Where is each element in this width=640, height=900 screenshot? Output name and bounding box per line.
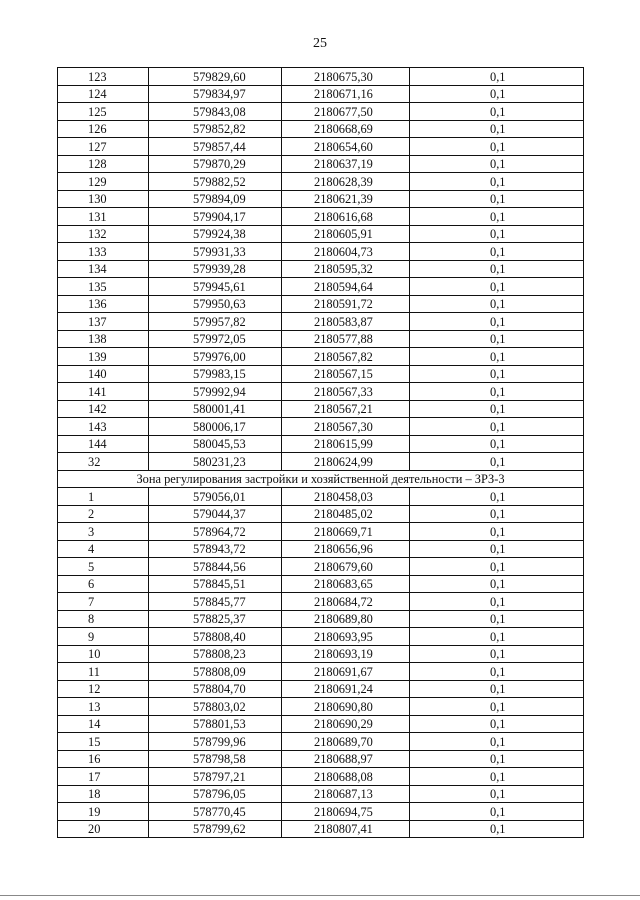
x-coordinate-cell: 580231,23 xyxy=(149,453,282,471)
y-coordinate-cell: 2180687,13 xyxy=(282,785,410,803)
point-number-cell: 15 xyxy=(58,733,149,751)
x-coordinate-cell: 579957,82 xyxy=(149,313,282,331)
x-coordinate-cell: 579992,94 xyxy=(149,383,282,401)
point-number-cell: 130 xyxy=(58,190,149,208)
table-row xyxy=(58,733,584,751)
x-coordinate-cell: 580006,17 xyxy=(149,418,282,436)
y-coordinate-cell: 2180594,64 xyxy=(282,278,410,296)
point-number-cell: 7 xyxy=(58,593,149,611)
zone-header-row xyxy=(58,470,584,488)
x-coordinate-cell: 578798,58 xyxy=(149,750,282,768)
y-coordinate-cell: 2180671,16 xyxy=(282,85,410,103)
y-coordinate-cell: 2180694,75 xyxy=(282,803,410,821)
accuracy-cell: 0,1 xyxy=(410,663,584,681)
point-number-cell: 140 xyxy=(58,365,149,383)
table-row xyxy=(58,85,584,103)
point-number-cell: 139 xyxy=(58,348,149,366)
table-row xyxy=(58,453,584,471)
y-coordinate-cell: 2180605,91 xyxy=(282,225,410,243)
page-number: 25 xyxy=(313,36,327,51)
table-row xyxy=(58,435,584,453)
table-row xyxy=(58,680,584,698)
table-row xyxy=(58,120,584,138)
accuracy-cell: 0,1 xyxy=(410,120,584,138)
table-row xyxy=(58,663,584,681)
x-coordinate-cell: 578825,37 xyxy=(149,610,282,628)
point-number-cell: 32 xyxy=(58,453,149,471)
y-coordinate-cell: 2180595,32 xyxy=(282,260,410,278)
table-row xyxy=(58,243,584,261)
table-row xyxy=(58,313,584,331)
table-row xyxy=(58,488,584,506)
x-coordinate-cell: 579894,09 xyxy=(149,190,282,208)
table-row xyxy=(58,103,584,121)
y-coordinate-cell: 2180691,24 xyxy=(282,680,410,698)
table-row xyxy=(58,803,584,821)
table-row xyxy=(58,645,584,663)
point-number-cell: 123 xyxy=(58,68,149,86)
table-row xyxy=(58,260,584,278)
point-number-cell: 20 xyxy=(58,820,149,838)
y-coordinate-cell: 2180654,60 xyxy=(282,138,410,156)
x-coordinate-cell: 579852,82 xyxy=(149,120,282,138)
y-coordinate-cell: 2180679,60 xyxy=(282,558,410,576)
table-row xyxy=(58,698,584,716)
x-coordinate-cell: 579939,28 xyxy=(149,260,282,278)
y-coordinate-cell: 2180621,39 xyxy=(282,190,410,208)
table-row xyxy=(58,505,584,523)
x-coordinate-cell: 578808,40 xyxy=(149,628,282,646)
accuracy-cell: 0,1 xyxy=(410,453,584,471)
y-coordinate-cell: 2180689,70 xyxy=(282,733,410,751)
y-coordinate-cell: 2180583,87 xyxy=(282,313,410,331)
point-number-cell: 144 xyxy=(58,435,149,453)
accuracy-cell: 0,1 xyxy=(410,418,584,436)
y-coordinate-cell: 2180577,88 xyxy=(282,330,410,348)
x-coordinate-cell: 579945,61 xyxy=(149,278,282,296)
point-number-cell: 1 xyxy=(58,488,149,506)
table-row xyxy=(58,225,584,243)
point-number-cell: 138 xyxy=(58,330,149,348)
point-number-cell: 4 xyxy=(58,540,149,558)
accuracy-cell: 0,1 xyxy=(410,225,584,243)
accuracy-cell: 0,1 xyxy=(410,680,584,698)
table-row xyxy=(58,365,584,383)
accuracy-cell: 0,1 xyxy=(410,785,584,803)
x-coordinate-cell: 578804,70 xyxy=(149,680,282,698)
x-coordinate-cell: 578799,96 xyxy=(149,733,282,751)
y-coordinate-cell: 2180567,30 xyxy=(282,418,410,436)
point-number-cell: 136 xyxy=(58,295,149,313)
accuracy-cell: 0,1 xyxy=(410,523,584,541)
accuracy-cell: 0,1 xyxy=(410,628,584,646)
x-coordinate-cell: 579870,29 xyxy=(149,155,282,173)
accuracy-cell: 0,1 xyxy=(410,803,584,821)
table-row xyxy=(58,750,584,768)
x-coordinate-cell: 578796,05 xyxy=(149,785,282,803)
point-number-cell: 3 xyxy=(58,523,149,541)
point-number-cell: 19 xyxy=(58,803,149,821)
accuracy-cell: 0,1 xyxy=(410,68,584,86)
y-coordinate-cell: 2180675,30 xyxy=(282,68,410,86)
y-coordinate-cell: 2180567,15 xyxy=(282,365,410,383)
x-coordinate-cell: 578964,72 xyxy=(149,523,282,541)
point-number-cell: 13 xyxy=(58,698,149,716)
x-coordinate-cell: 579924,38 xyxy=(149,225,282,243)
x-coordinate-cell: 579843,08 xyxy=(149,103,282,121)
table-row xyxy=(58,418,584,436)
point-number-cell: 135 xyxy=(58,278,149,296)
y-coordinate-cell: 2180628,39 xyxy=(282,173,410,191)
table-row xyxy=(58,155,584,173)
y-coordinate-cell: 2180458,03 xyxy=(282,488,410,506)
table-row xyxy=(58,68,584,86)
accuracy-cell: 0,1 xyxy=(410,750,584,768)
y-coordinate-cell: 2180485,02 xyxy=(282,505,410,523)
accuracy-cell: 0,1 xyxy=(410,488,584,506)
x-coordinate-cell: 580001,41 xyxy=(149,400,282,418)
x-coordinate-cell: 578845,51 xyxy=(149,575,282,593)
point-number-cell: 129 xyxy=(58,173,149,191)
y-coordinate-cell: 2180691,67 xyxy=(282,663,410,681)
y-coordinate-cell: 2180683,65 xyxy=(282,575,410,593)
table-row xyxy=(58,558,584,576)
x-coordinate-cell: 579882,52 xyxy=(149,173,282,191)
point-number-cell: 8 xyxy=(58,610,149,628)
accuracy-cell: 0,1 xyxy=(410,558,584,576)
y-coordinate-cell: 2180684,72 xyxy=(282,593,410,611)
point-number-cell: 16 xyxy=(58,750,149,768)
x-coordinate-cell: 578799,62 xyxy=(149,820,282,838)
point-number-cell: 137 xyxy=(58,313,149,331)
table-row xyxy=(58,593,584,611)
accuracy-cell: 0,1 xyxy=(410,820,584,838)
accuracy-cell: 0,1 xyxy=(410,313,584,331)
point-number-cell: 14 xyxy=(58,715,149,733)
accuracy-cell: 0,1 xyxy=(410,540,584,558)
point-number-cell: 133 xyxy=(58,243,149,261)
point-number-cell: 9 xyxy=(58,628,149,646)
accuracy-cell: 0,1 xyxy=(410,103,584,121)
accuracy-cell: 0,1 xyxy=(410,435,584,453)
zone-title: Зона регулирования застройки и хозяйственной деятельности – ЗРЗ-3 xyxy=(58,470,584,488)
accuracy-cell: 0,1 xyxy=(410,85,584,103)
accuracy-cell: 0,1 xyxy=(410,768,584,786)
accuracy-cell: 0,1 xyxy=(410,400,584,418)
point-number-cell: 12 xyxy=(58,680,149,698)
y-coordinate-cell: 2180637,19 xyxy=(282,155,410,173)
y-coordinate-cell: 2180693,19 xyxy=(282,645,410,663)
point-number-cell: 132 xyxy=(58,225,149,243)
accuracy-cell: 0,1 xyxy=(410,610,584,628)
y-coordinate-cell: 2180615,99 xyxy=(282,435,410,453)
accuracy-cell: 0,1 xyxy=(410,173,584,191)
x-coordinate-cell: 578808,23 xyxy=(149,645,282,663)
x-coordinate-cell: 579950,63 xyxy=(149,295,282,313)
accuracy-cell: 0,1 xyxy=(410,383,584,401)
x-coordinate-cell: 578801,53 xyxy=(149,715,282,733)
accuracy-cell: 0,1 xyxy=(410,155,584,173)
x-coordinate-cell: 578943,72 xyxy=(149,540,282,558)
x-coordinate-cell: 579904,17 xyxy=(149,208,282,226)
y-coordinate-cell: 2180688,97 xyxy=(282,750,410,768)
y-coordinate-cell: 2180656,96 xyxy=(282,540,410,558)
x-coordinate-cell: 579829,60 xyxy=(149,68,282,86)
accuracy-cell: 0,1 xyxy=(410,733,584,751)
y-coordinate-cell: 2180693,95 xyxy=(282,628,410,646)
point-number-cell: 2 xyxy=(58,505,149,523)
x-coordinate-cell: 578770,45 xyxy=(149,803,282,821)
x-coordinate-cell: 578808,09 xyxy=(149,663,282,681)
accuracy-cell: 0,1 xyxy=(410,138,584,156)
accuracy-cell: 0,1 xyxy=(410,575,584,593)
table-row xyxy=(58,330,584,348)
point-number-cell: 134 xyxy=(58,260,149,278)
accuracy-cell: 0,1 xyxy=(410,365,584,383)
y-coordinate-cell: 2180688,08 xyxy=(282,768,410,786)
table-row xyxy=(58,383,584,401)
point-number-cell: 131 xyxy=(58,208,149,226)
table-row xyxy=(58,138,584,156)
x-coordinate-cell: 579857,44 xyxy=(149,138,282,156)
x-coordinate-cell: 579931,33 xyxy=(149,243,282,261)
y-coordinate-cell: 2180807,41 xyxy=(282,820,410,838)
point-number-cell: 143 xyxy=(58,418,149,436)
table-row xyxy=(58,190,584,208)
table-row xyxy=(58,523,584,541)
x-coordinate-cell: 579056,01 xyxy=(149,488,282,506)
table-row xyxy=(58,768,584,786)
y-coordinate-cell: 2180616,68 xyxy=(282,208,410,226)
accuracy-cell: 0,1 xyxy=(410,208,584,226)
x-coordinate-cell: 579972,05 xyxy=(149,330,282,348)
table-row xyxy=(58,820,584,838)
x-coordinate-cell: 578797,21 xyxy=(149,768,282,786)
y-coordinate-cell: 2180677,50 xyxy=(282,103,410,121)
accuracy-cell: 0,1 xyxy=(410,715,584,733)
y-coordinate-cell: 2180690,80 xyxy=(282,698,410,716)
table-row xyxy=(58,715,584,733)
point-number-cell: 142 xyxy=(58,400,149,418)
x-coordinate-cell: 578844,56 xyxy=(149,558,282,576)
point-number-cell: 18 xyxy=(58,785,149,803)
table-row xyxy=(58,575,584,593)
accuracy-cell: 0,1 xyxy=(410,348,584,366)
table-row xyxy=(58,540,584,558)
point-number-cell: 10 xyxy=(58,645,149,663)
y-coordinate-cell: 2180604,73 xyxy=(282,243,410,261)
table-row xyxy=(58,173,584,191)
x-coordinate-cell: 579976,00 xyxy=(149,348,282,366)
y-coordinate-cell: 2180669,71 xyxy=(282,523,410,541)
point-number-cell: 128 xyxy=(58,155,149,173)
table-row xyxy=(58,610,584,628)
scan-edge-line xyxy=(0,895,640,896)
accuracy-cell: 0,1 xyxy=(410,593,584,611)
x-coordinate-cell: 579044,37 xyxy=(149,505,282,523)
table-row xyxy=(58,295,584,313)
table-row xyxy=(58,628,584,646)
table-row xyxy=(58,348,584,366)
table-row xyxy=(58,208,584,226)
accuracy-cell: 0,1 xyxy=(410,505,584,523)
y-coordinate-cell: 2180591,72 xyxy=(282,295,410,313)
table-row xyxy=(58,785,584,803)
table-row xyxy=(58,278,584,296)
accuracy-cell: 0,1 xyxy=(410,278,584,296)
accuracy-cell: 0,1 xyxy=(410,330,584,348)
point-number-cell: 127 xyxy=(58,138,149,156)
point-number-cell: 126 xyxy=(58,120,149,138)
accuracy-cell: 0,1 xyxy=(410,698,584,716)
coordinates-table-body xyxy=(58,68,584,838)
point-number-cell: 5 xyxy=(58,558,149,576)
point-number-cell: 11 xyxy=(58,663,149,681)
x-coordinate-cell: 578803,02 xyxy=(149,698,282,716)
y-coordinate-cell: 2180567,21 xyxy=(282,400,410,418)
x-coordinate-cell: 578845,77 xyxy=(149,593,282,611)
point-number-cell: 17 xyxy=(58,768,149,786)
accuracy-cell: 0,1 xyxy=(410,243,584,261)
accuracy-cell: 0,1 xyxy=(410,190,584,208)
coordinates-table xyxy=(57,67,584,838)
y-coordinate-cell: 2180668,69 xyxy=(282,120,410,138)
y-coordinate-cell: 2180624,99 xyxy=(282,453,410,471)
accuracy-cell: 0,1 xyxy=(410,645,584,663)
point-number-cell: 141 xyxy=(58,383,149,401)
point-number-cell: 6 xyxy=(58,575,149,593)
point-number-cell: 125 xyxy=(58,103,149,121)
x-coordinate-cell: 580045,53 xyxy=(149,435,282,453)
table-row xyxy=(58,400,584,418)
x-coordinate-cell: 579834,97 xyxy=(149,85,282,103)
accuracy-cell: 0,1 xyxy=(410,260,584,278)
y-coordinate-cell: 2180690,29 xyxy=(282,715,410,733)
accuracy-cell: 0,1 xyxy=(410,295,584,313)
y-coordinate-cell: 2180689,80 xyxy=(282,610,410,628)
x-coordinate-cell: 579983,15 xyxy=(149,365,282,383)
point-number-cell: 124 xyxy=(58,85,149,103)
y-coordinate-cell: 2180567,33 xyxy=(282,383,410,401)
y-coordinate-cell: 2180567,82 xyxy=(282,348,410,366)
